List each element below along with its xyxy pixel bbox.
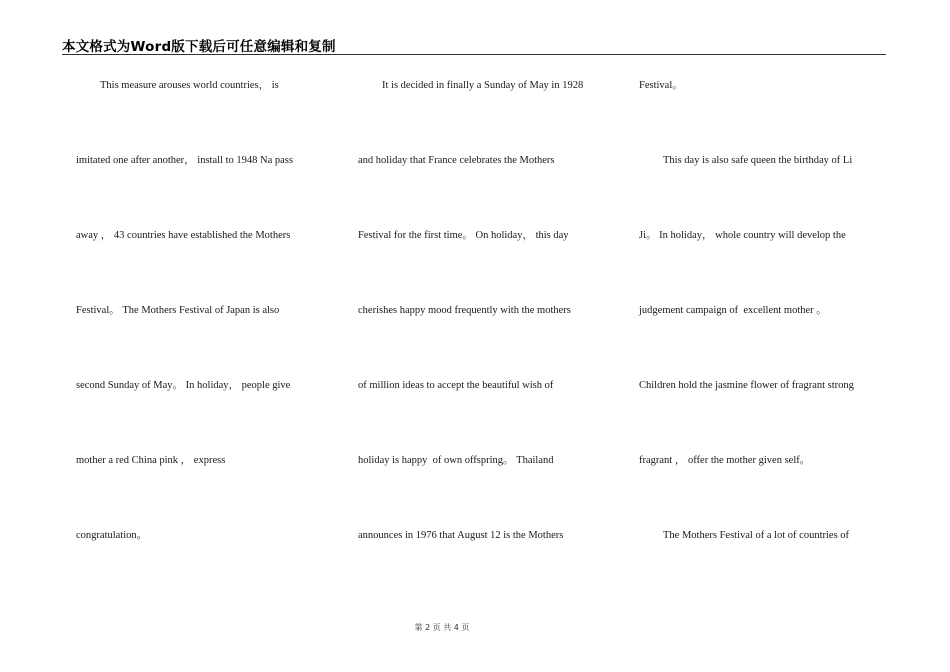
- text-line: Ji。 In holiday， whole country will develop the: [639, 230, 846, 241]
- text-line: congratulation。: [76, 530, 148, 541]
- text-line: announces in 1976 that August 12 is the Mothers: [358, 530, 564, 541]
- page-header: [62, 34, 886, 55]
- page-number: 第 2 页 共 4 页: [414, 623, 470, 632]
- text-line: fragrant ， offer the mother given self。: [639, 455, 811, 466]
- header-title: 本文格式为Word版下载后可任意编辑和复制: [62, 39, 336, 55]
- text-line: and holiday that France celebrates the Mothers: [358, 155, 555, 166]
- text-line: of million ideas to accept the beautiful wish of: [358, 380, 554, 391]
- text-line: second Sunday of May。 In holiday， people give: [76, 380, 291, 391]
- text-line: The Mothers Festival of a lot of countries of: [663, 530, 850, 541]
- text-line: holiday is happy of own offspring。 Thailand: [358, 455, 554, 466]
- text-line: Children hold the jasmine flower of fragrant strong: [639, 380, 854, 391]
- text-line: judgement campaign of excellent mother 。: [639, 305, 827, 316]
- text-line: away ， 43 countries have established the Mothers: [76, 230, 291, 241]
- text-line: cherishes happy mood frequently with the mothers: [358, 305, 571, 316]
- text-line: This day is also safe queen the birthday of Li: [663, 155, 853, 166]
- text-line: This measure arouses world countries， is: [100, 80, 279, 91]
- text-line: Festival。: [639, 80, 683, 91]
- text-line: mother a red China pink ， express: [76, 455, 226, 466]
- text-line: Festival。 The Mothers Festival of Japan is also: [76, 305, 280, 316]
- text-line: It is decided in finally a Sunday of May in 1928: [382, 80, 584, 91]
- text-line: imitated one after another， install to 1948 Na pass: [76, 155, 293, 166]
- text-line: Festival for the first time。 On holiday， this day: [358, 230, 569, 241]
